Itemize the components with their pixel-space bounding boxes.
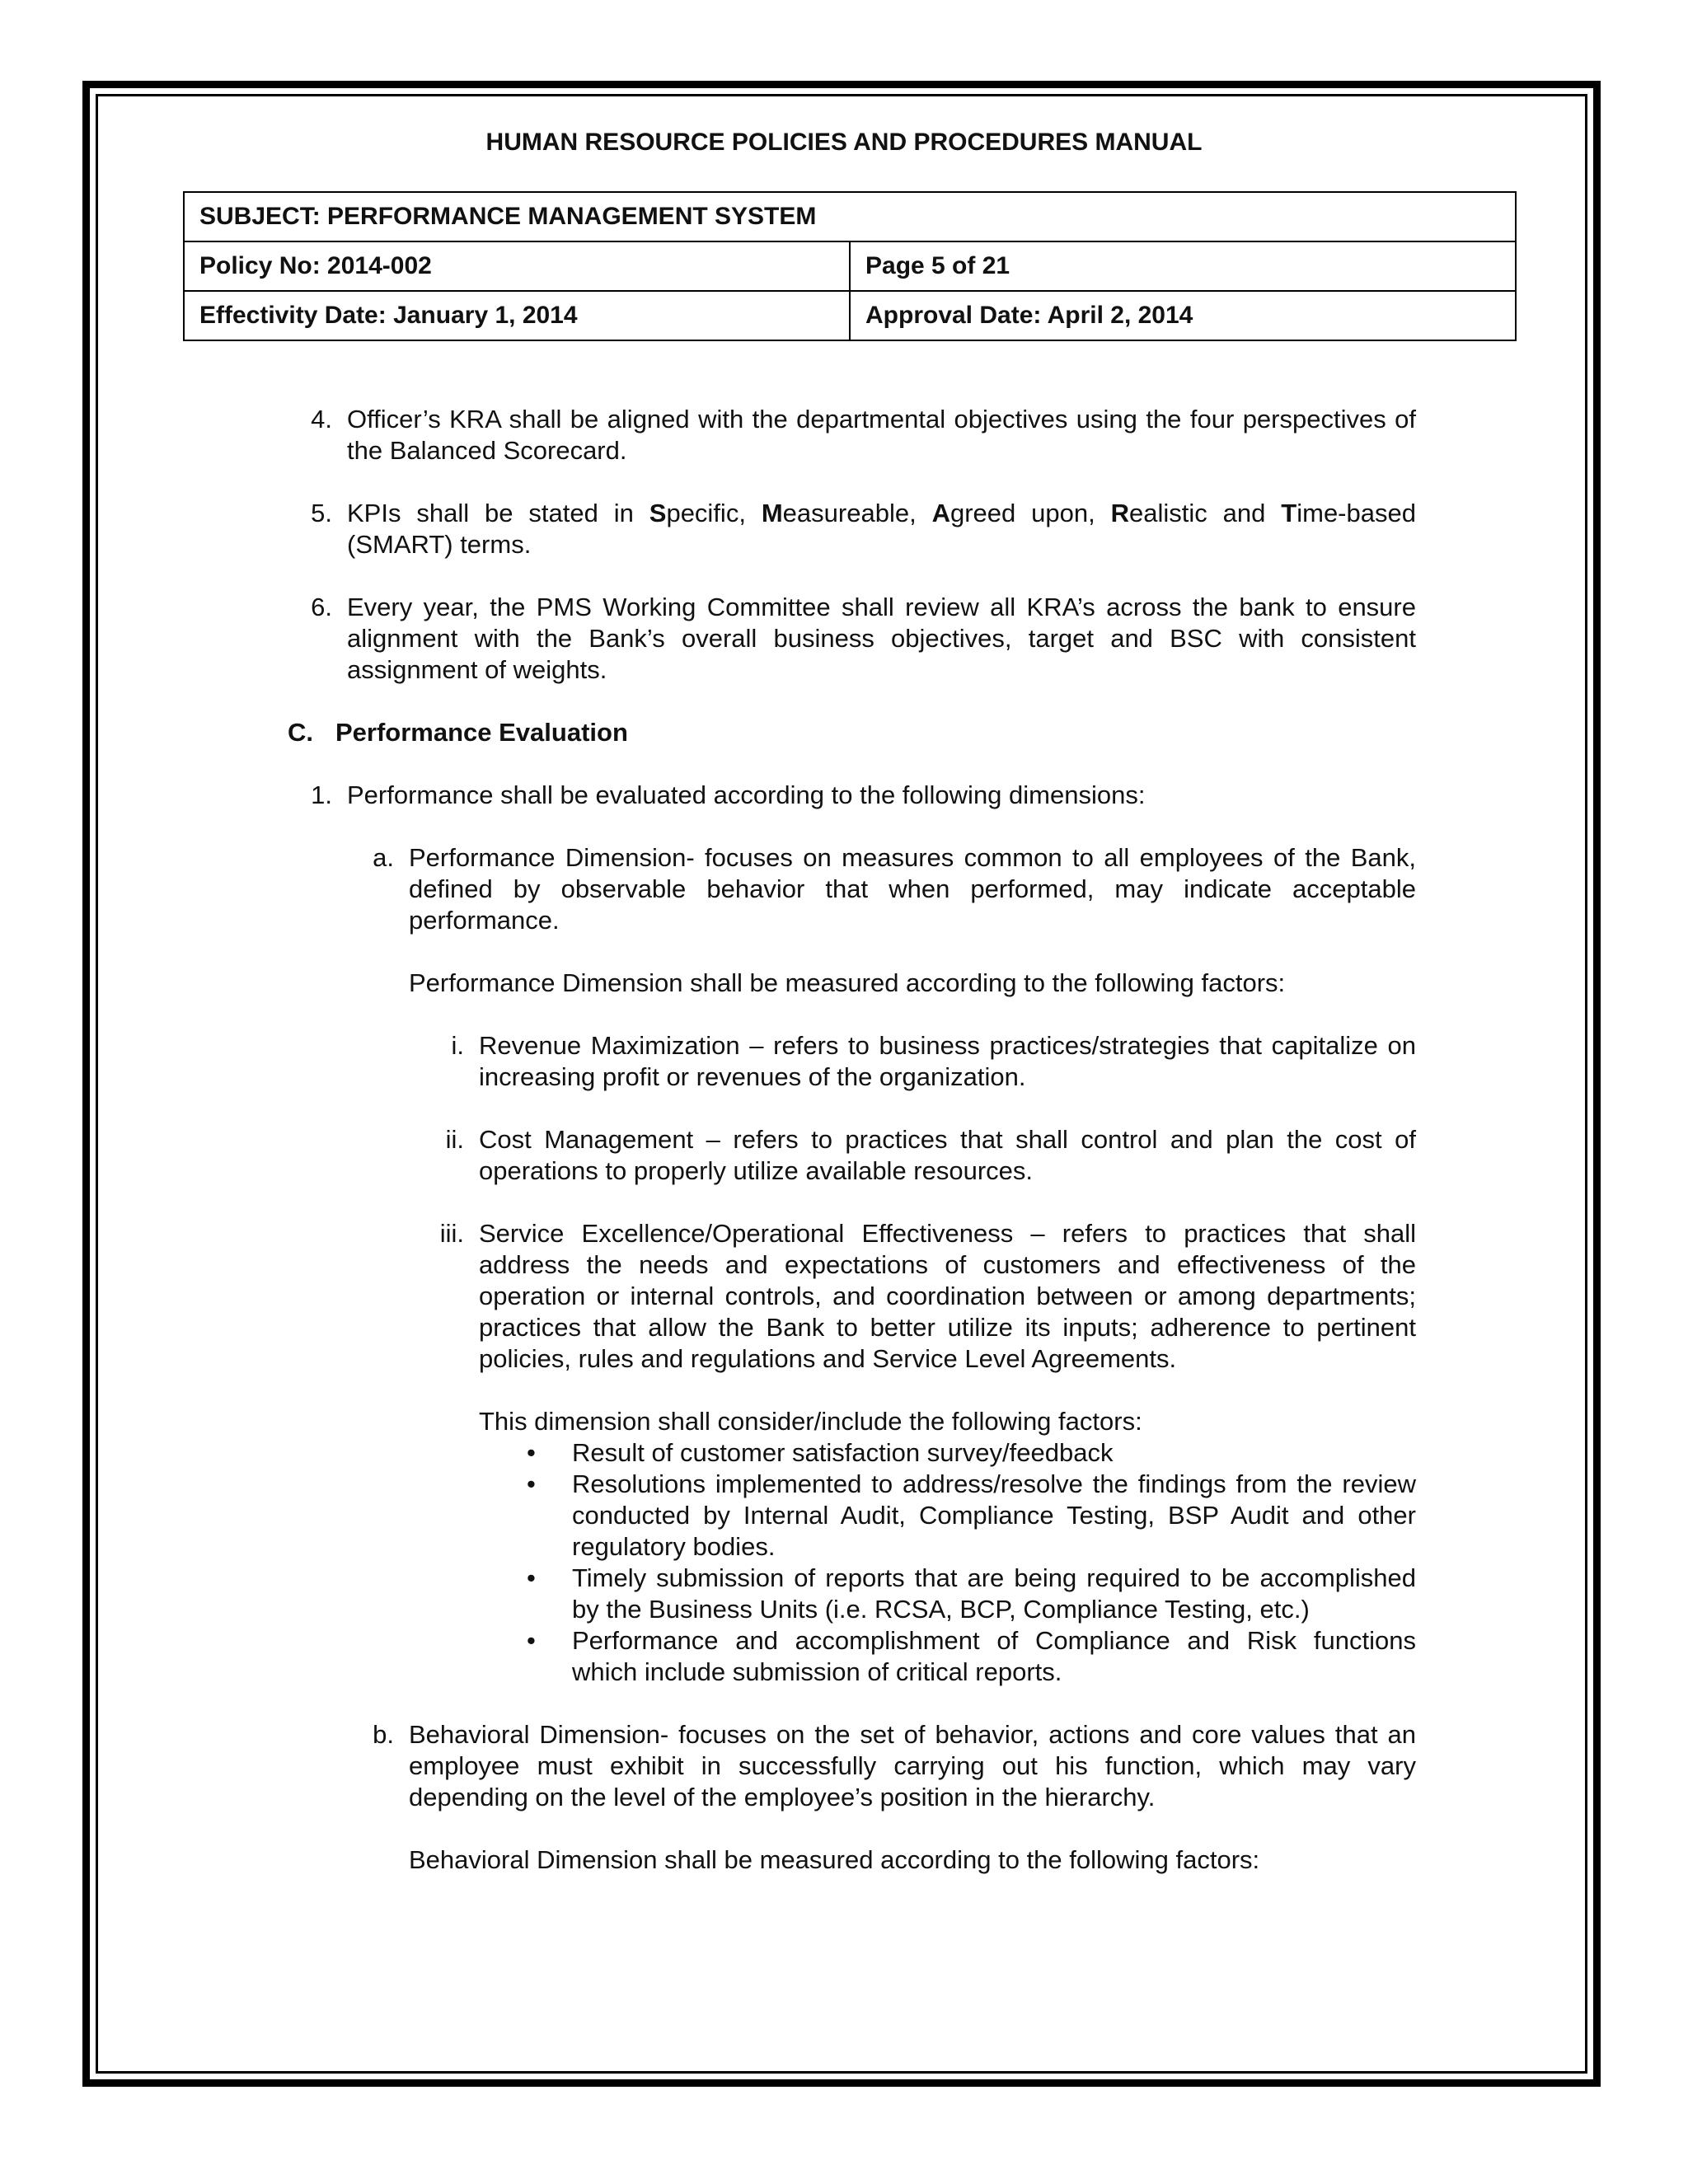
factor-item: i. Revenue Maximization – refers to business practices/strategies that capitalize on increasing profit or revenues of the organization.	[451, 1031, 1416, 1091]
item-text: Every year, the PMS Working Committee shall review all KRA’s across the bank to ensure alignment with the Bank’s overall business objectives, target and BSC with consistent assignment of weights.	[347, 593, 1416, 684]
subject-cell: SUBJECT: PERFORMANCE MANAGEMENT SYSTEM	[184, 192, 1516, 241]
item-number: 1.	[311, 780, 332, 809]
smart-kpi-text: KPIs shall be stated in Specific, Measureable, Agreed upon, Realistic and Time-based (SMART) terms.	[347, 499, 1416, 559]
item-number: 5.	[311, 499, 332, 527]
dimension-intro: Behavioral Dimension shall be measured according to the following factors:	[409, 1845, 1260, 1874]
bullet-icon: •	[527, 1438, 536, 1467]
approval-date-cell: Approval Date: April 2, 2014	[850, 291, 1516, 340]
bullet-list	[479, 1437, 1416, 1688]
dimension-text: Performance Dimension- focuses on measures common to all employees of the Bank, defined by observable behavior that when performed, may indicate acceptable performance.	[409, 843, 1416, 935]
item-text: Officer’s KRA shall be aligned with the departmental objectives using the four perspectives of the Balanced Scorecard.	[347, 405, 1416, 465]
factor-list	[409, 1030, 1416, 1688]
bullet-item: • Result of customer satisfaction survey/feedback	[479, 1437, 1416, 1469]
bullet-item: • Resolutions implemented to address/resolve the findings from the review conducted by Internal Audit, Compliance Testing, BSP Audit and other regulatory bodies.	[479, 1469, 1416, 1563]
bullet-item: • Timely submission of reports that are being required to be accomplished by the Business Units (i.e. RCSA, BCP, Compliance Testing, etc.)	[479, 1563, 1416, 1625]
item-number: 4.	[311, 405, 332, 434]
bullet-icon: •	[527, 1469, 536, 1498]
policy-body	[288, 404, 1416, 1907]
page-number-cell: Page 5 of 21	[850, 241, 1516, 291]
manual-title: HUMAN RESOURCE POLICIES AND PROCEDURES MANUAL	[485, 129, 1203, 156]
list-item-c1	[293, 780, 1416, 811]
performance-dimension	[347, 842, 1416, 1876]
item-text: Performance shall be evaluated according to the following dimensions:	[347, 780, 1146, 809]
item-letter: a.	[373, 843, 394, 872]
bullet-item: • Performance and accomplishment of Compliance and Risk functions which include submission of critical reports.	[479, 1625, 1416, 1688]
dimension-text: Behavioral Dimension- focuses on the set of behavior, actions and core values that an employee must exhibit in successfully carrying out his function, which may vary depending on the level of the employee’s position in the hierarchy.	[409, 1720, 1416, 1811]
effectivity-date-cell: Effectivity Date: January 1, 2014	[184, 291, 850, 340]
bullet-icon: •	[527, 1626, 536, 1655]
policy-header-table	[183, 191, 1517, 341]
item-letter: b.	[373, 1720, 394, 1749]
factor-item: ii. Cost Management – refers to practices that shall control and plan the cost of operations to properly utilize available resources.	[445, 1125, 1416, 1185]
policy-number-cell: Policy No: 2014-002	[184, 241, 850, 291]
dimension-intro: Performance Dimension shall be measured according to the following factors:	[409, 968, 1286, 997]
list-item-4	[293, 404, 1416, 466]
factor-item: iii. Service Excellence/Operational Effectiveness – refers to practices that shall address the needs and expectations of customers and effectiveness of the operation or internal controls, and coordination between or among departments; practices that allow the Bank to better utilize its inputs; adherence to pertinent policies, rules and regulations and Service Level Agreements. This dimension shall consider/include the following factors: • Result of customer satisfaction survey/feedback • Resolutions implemented to address/resolve the findings from the review conducted by Internal Audit, Compliance Testing, BSP Audit and other regulatory bodies. • Timely submission of reports that are being required to be accomplished by the Business Units (i.e. RCSA, BCP, Compliance Testing, etc.) • Performance and accomplishment of Compliance and Risk functions which include submission of critical reports.	[439, 1219, 1416, 1686]
section-heading: C. Performance Evaluation	[288, 718, 628, 747]
list-item-5	[293, 498, 1416, 560]
consider-intro: This dimension shall consider/include the following factors:	[479, 1407, 1142, 1436]
behavioral-dimension	[347, 1719, 1416, 1876]
item-number: 6.	[311, 593, 332, 621]
list-item-6	[293, 592, 1416, 686]
section-title: Performance Evaluation	[335, 718, 628, 747]
bullet-icon: •	[527, 1563, 536, 1592]
